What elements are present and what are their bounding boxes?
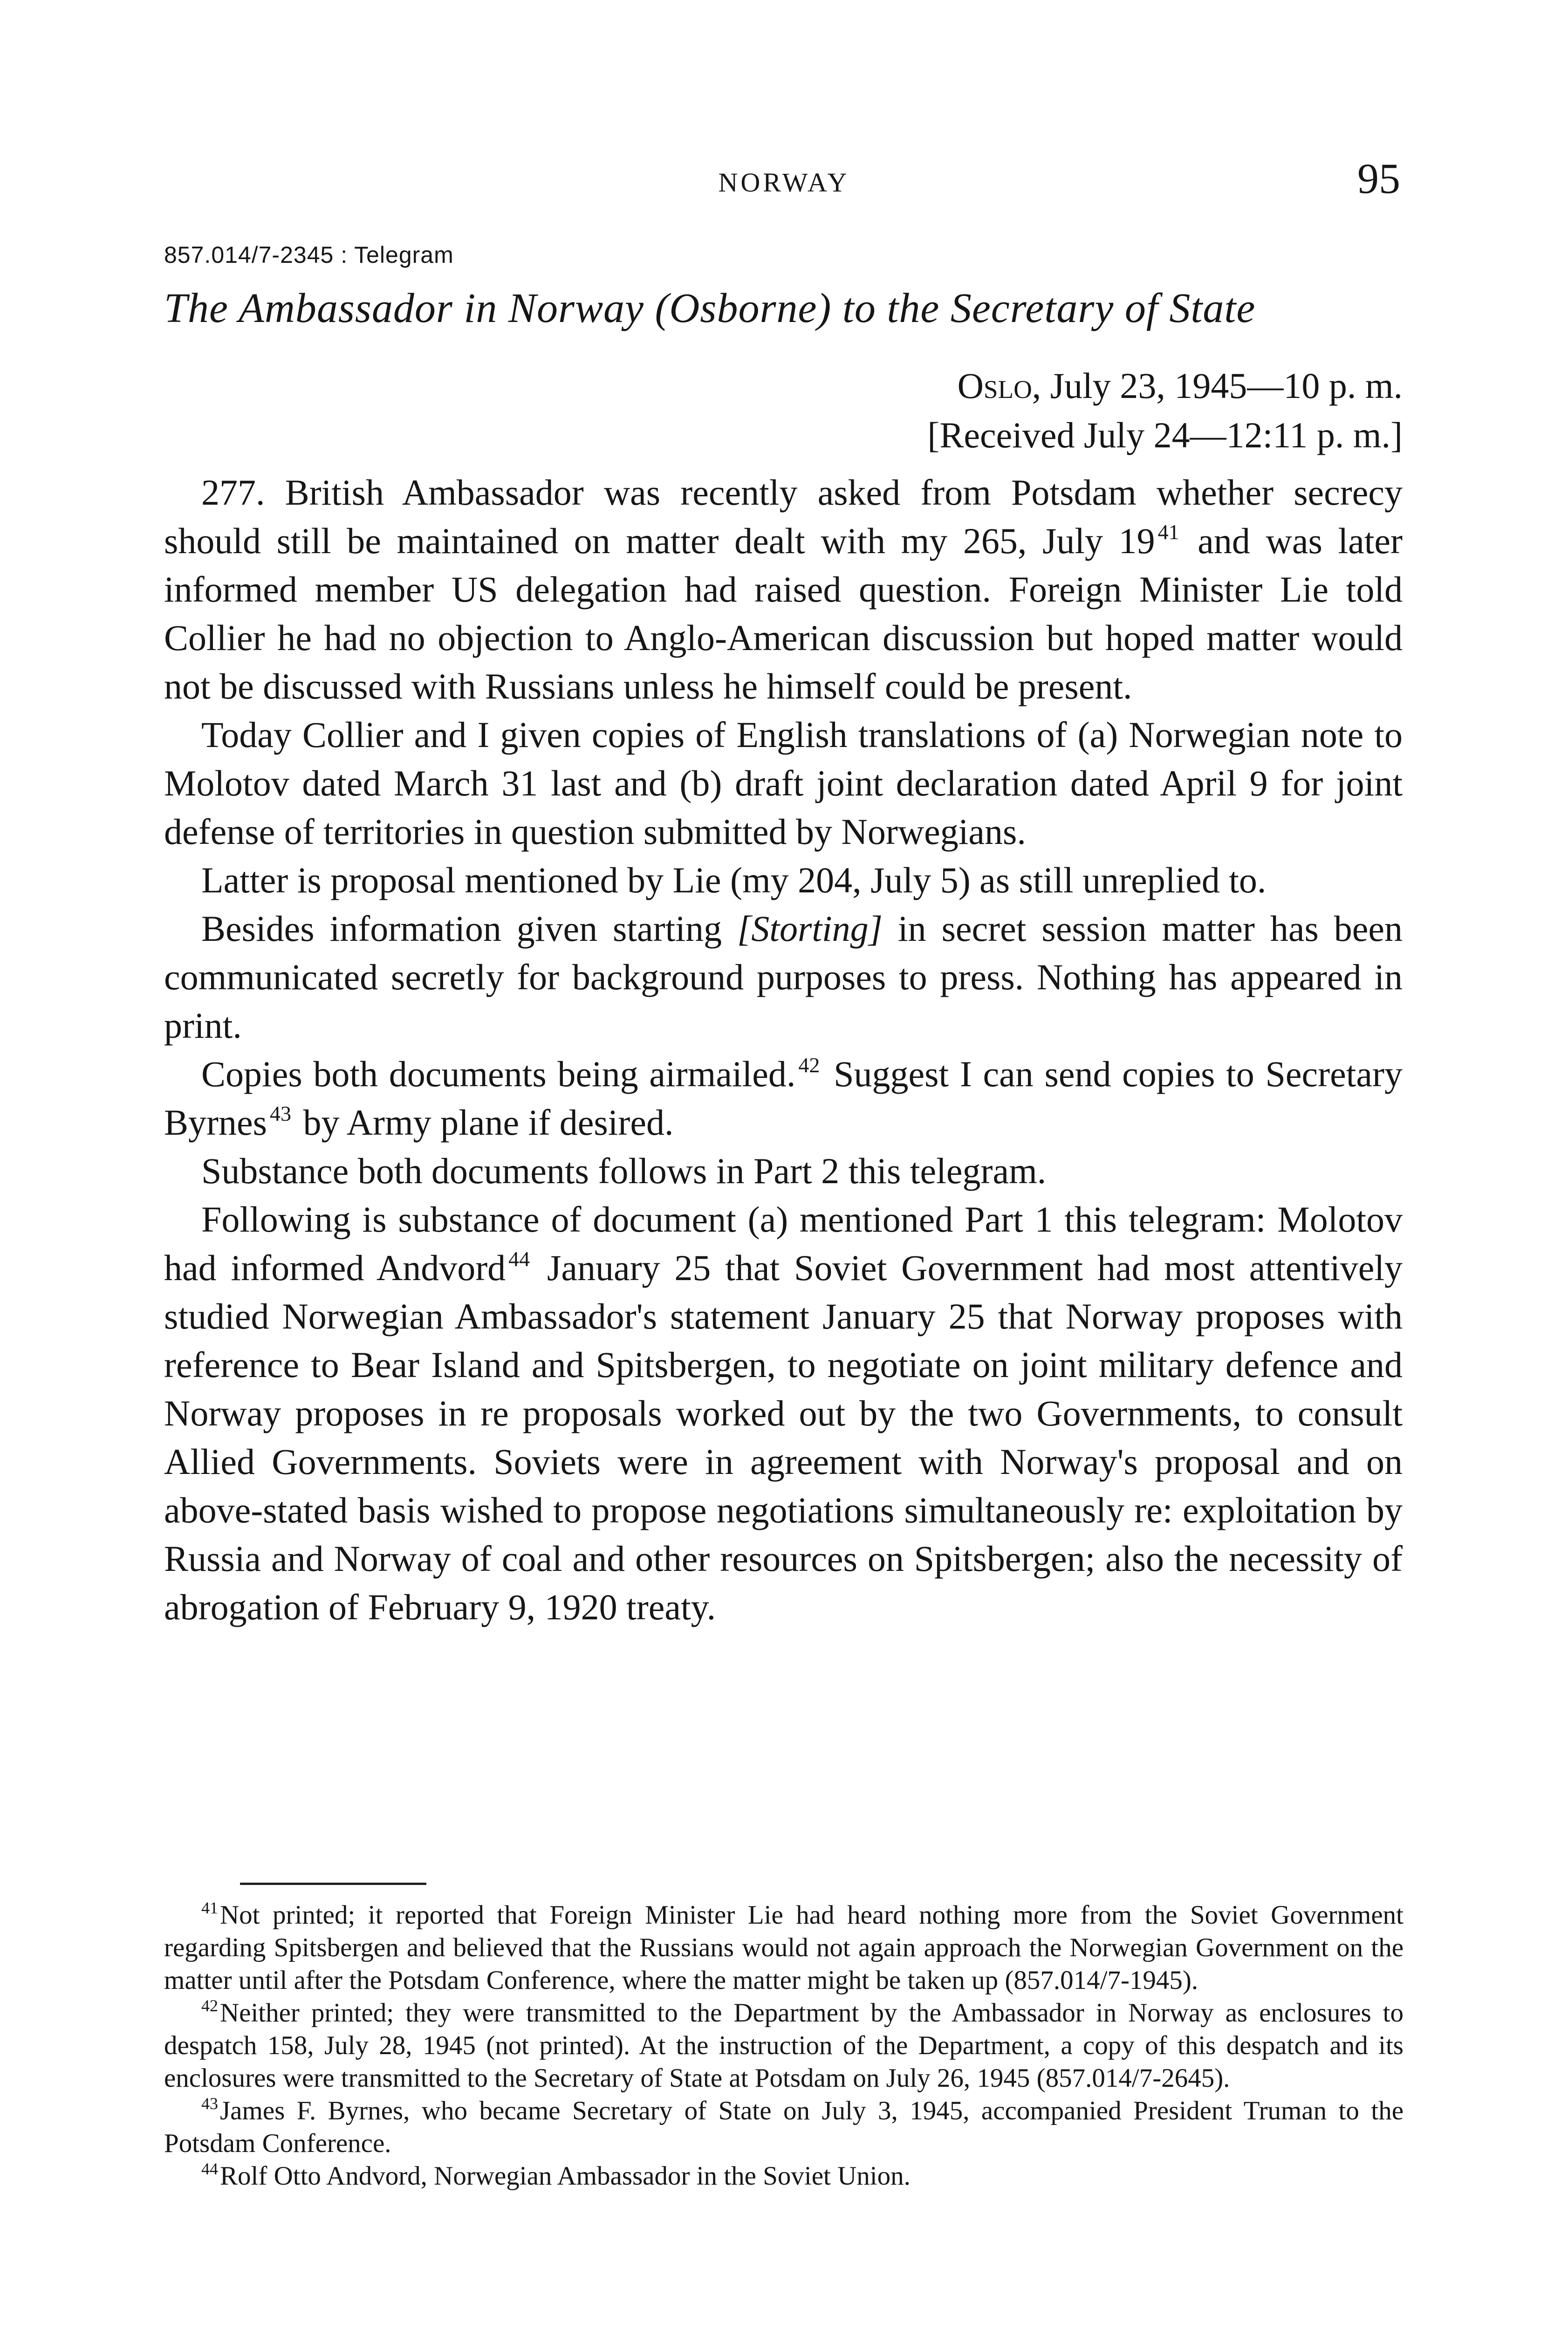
telegram-body [164, 468, 1403, 1631]
footnote-42 [164, 1997, 1404, 2095]
dateline-sent [797, 361, 1403, 411]
dateline-place: Oslo [957, 365, 1032, 406]
dateline [797, 361, 1403, 460]
storting-term: [Storting] [737, 908, 883, 949]
footnote-number: 41 [201, 1898, 218, 1917]
body-paragraph-4 [164, 905, 1403, 1050]
footnote-ref-44: 44 [508, 1247, 530, 1271]
body-paragraph-3: Latter is proposal mentioned by Lie (my 204, July 5) as still unreplied to. [201, 860, 1267, 900]
document-title: The Ambassador in Norway (Osborne) to the Secretary of State [164, 285, 1256, 331]
page-number: 95 [1357, 155, 1400, 202]
body-paragraph-6: Substance both documents follows in Part 2 this telegram. [201, 1151, 1047, 1191]
paragraph-text: 277. British Ambassador was recently asked from Potsdam whether secrecy should still be maintained on matter dealt with my 265, July 19 [164, 472, 1403, 561]
paragraph-text: Following is substance of document (a) mentioned Part 1 this telegram: Molotov had informed Andvord [164, 1199, 1403, 1288]
body-paragraph-7 [164, 1195, 1403, 1631]
footnote-text: Rolf Otto Andvord, Norwegian Ambassador in the Soviet Union. [220, 2161, 911, 2191]
footnotes [164, 1899, 1404, 2193]
running-header [0, 154, 1568, 200]
footnote-43 [164, 2095, 1404, 2160]
footnote-text: Not printed; it reported that Foreign Minister Lie had heard nothing more from the Soviet Government regarding Spitsbergen and believed that the Russians would not again approach the Norwegian Government on the matter until after the Potsdam Conference, where the matter might be taken up (857.014/7-1945). [164, 1900, 1404, 1995]
paragraph-text: Besides information given starting [201, 908, 737, 949]
footnote-divider [240, 1883, 426, 1885]
paragraph-text: Suggest I can send copies to Secretary Byrnes [164, 1054, 1403, 1143]
paragraph-text: January 25 that Soviet Government had most attentively studied Norwegian Ambassador's statement January 25 that Norway proposes with reference to Bear Island and Spitsbergen, to negotiate on joint military defence and Norway proposes in re proposals worked out by the two Governments, to consult Allied Governments. Soviets were in agreement with Norway's proposal and on above-stated basis wished to propose negotiations simultaneously re: exploitation by Russia and Norway of coal and other resources on Spitsbergen; also the necessity of abrogation of February 9, 1920 treaty. [164, 1247, 1403, 1627]
footnote-ref-43: 43 [269, 1102, 291, 1125]
paragraph-text: Copies both documents being airmailed. [201, 1054, 796, 1094]
footnote-number: 43 [201, 2094, 218, 2113]
running-title: NORWAY [718, 167, 850, 198]
footnote-ref-41: 41 [1157, 520, 1179, 544]
file-reference: 857.014/7-2345 : Telegram [164, 242, 454, 268]
dateline-received: [Received July 24—12:11 p. m.] [927, 415, 1403, 455]
paragraph-text: and was later informed member US delegation had raised question. Foreign Minister Lie told Collier he had no objection to Anglo-American discussion but hoped matter would not be discussed with Russians unless he himself could be present. [164, 521, 1403, 706]
paragraph-text: in secret session matter has been communicated secretly for background purposes to press. Nothing has appeared in print. [164, 908, 1403, 1046]
footnote-41 [164, 1899, 1404, 1997]
footnote-ref-42: 42 [798, 1053, 820, 1077]
footnote-number: 42 [201, 1996, 218, 2015]
paragraph-text: by Army plane if desired. [294, 1102, 674, 1143]
body-paragraph-1 [164, 468, 1403, 711]
body-paragraph-5 [164, 1050, 1403, 1147]
footnote-number: 44 [201, 2159, 218, 2178]
dateline-date: , July 23, 1945—10 p. m. [1032, 365, 1403, 406]
footnote-text: Neither printed; they were transmitted to the Department by the Ambassador in Norway as enclosures to despatch 158, July 28, 1945 (not printed). At the instruction of the Department, a copy of this despatch and its enclosures were transmitted to the Secretary of State at Potsdam on July 26, 1945 (857.014/7-2645). [164, 1998, 1404, 2093]
footnote-44 [164, 2160, 1404, 2193]
body-paragraph-2: Today Collier and I given copies of English translations of (a) Norwegian note to Molotov dated March 31 last and (b) draft joint declaration dated April 9 for joint defense of territories in question submitted by Norwegians. [164, 714, 1403, 852]
footnote-text: James F. Byrnes, who became Secretary of State on July 3, 1945, accompanied President Truman to the Potsdam Conference. [164, 2096, 1404, 2158]
